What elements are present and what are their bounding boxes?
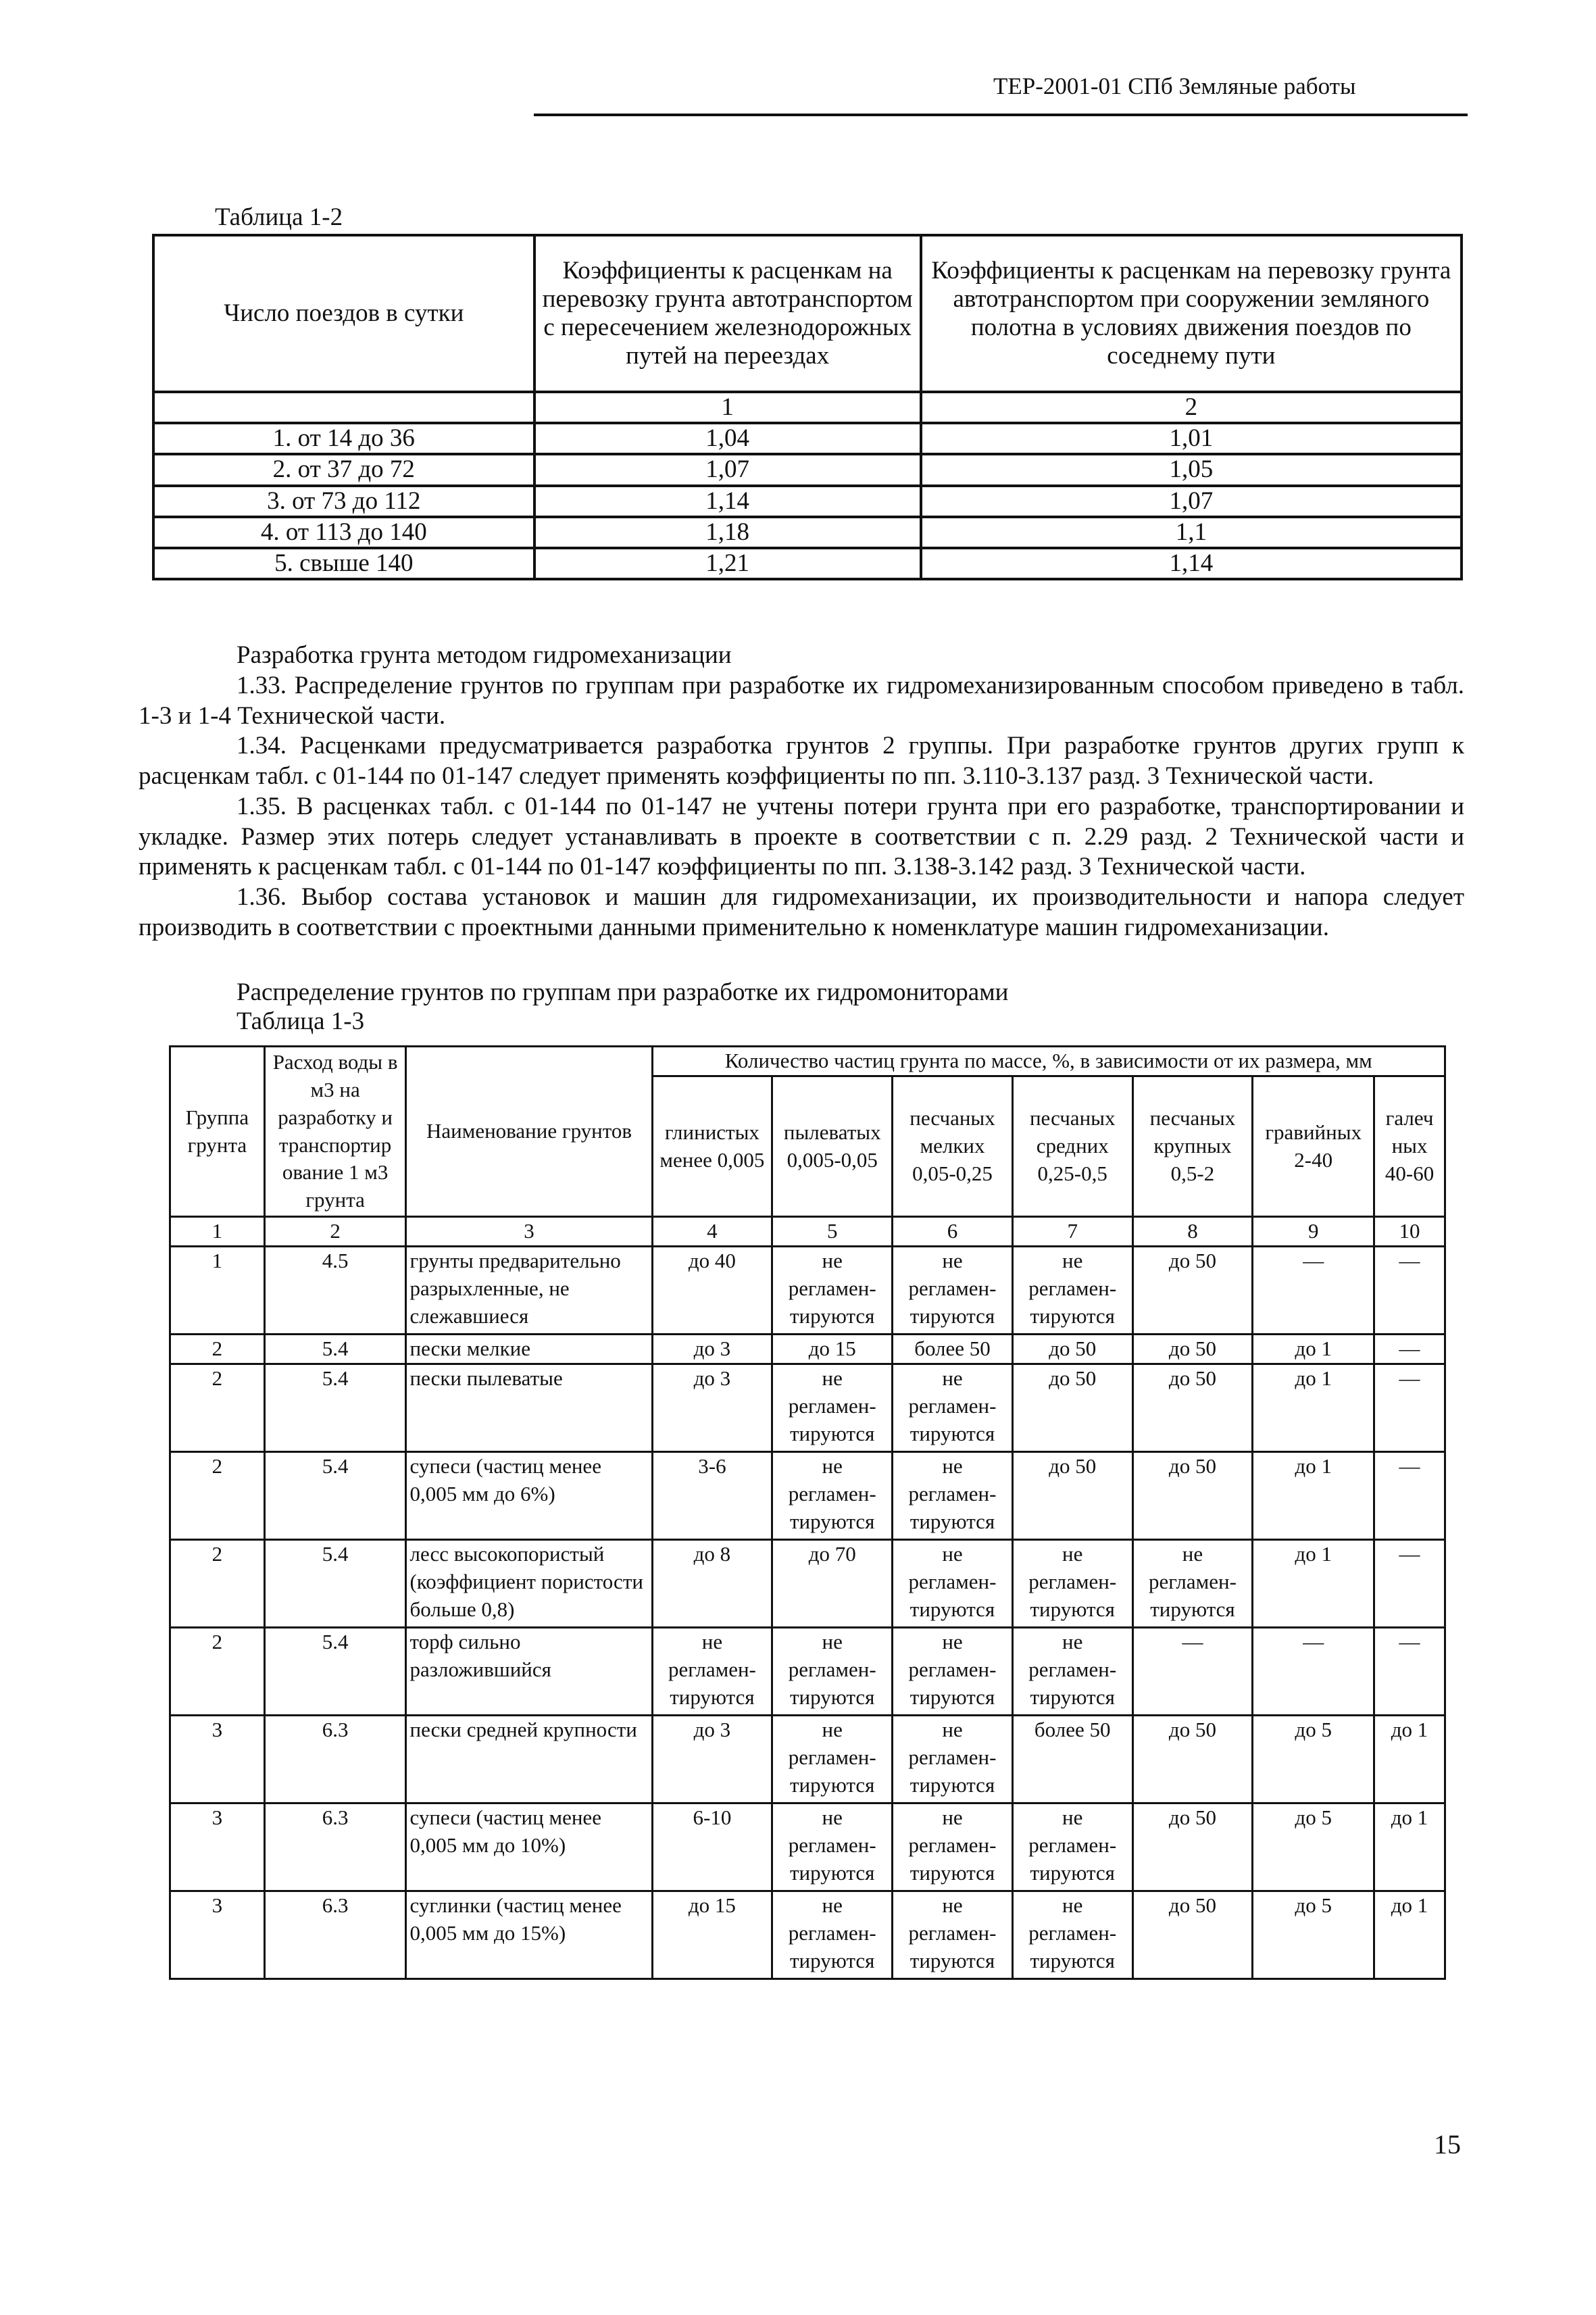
paragraph: 1.33. Распределение грунтов по группам при разработке их гидромеханизированным способом приведено в табл. 1-3 и 1-4 Технической части.: [139, 671, 1464, 730]
cell: до 50: [1012, 1452, 1132, 1540]
cell: не регламен-тируются: [893, 1716, 1013, 1803]
col-number: 4: [652, 1217, 772, 1247]
cell: не регламен-тируются: [1012, 1247, 1132, 1335]
cell: не регламен-тируются: [772, 1247, 893, 1335]
cell: не регламен-тируются: [772, 1628, 893, 1716]
cell: 5.4: [264, 1335, 406, 1364]
subheader: галеч ных 40-60: [1374, 1076, 1445, 1217]
cell: до 1: [1374, 1716, 1445, 1803]
cell: —: [1253, 1247, 1374, 1335]
col-number: 5: [772, 1217, 893, 1247]
cell: не регламен-тируются: [1012, 1628, 1132, 1716]
cell: 1,04: [534, 423, 921, 454]
header-water: Расход воды в м3 на разработку и транспортир ование 1 м3 грунта: [264, 1047, 406, 1217]
cell: —: [1374, 1540, 1445, 1628]
cell: 1,1: [921, 517, 1462, 548]
cell: не регламен-тируются: [1012, 1891, 1132, 1979]
cell: не регламен-тируются: [893, 1803, 1013, 1891]
table-1-3-title: Распределение грунтов по группам при разработке их гидромониторами: [236, 978, 1009, 1006]
header-cell: Число поездов в сутки: [153, 235, 534, 392]
cell: 3-6: [652, 1452, 772, 1540]
cell: до 50: [1132, 1891, 1253, 1979]
table-1-2-caption: Таблица 1-2: [215, 203, 343, 231]
cell: до 1: [1253, 1452, 1374, 1540]
table-row: [170, 1452, 1445, 1540]
cell: до 8: [652, 1540, 772, 1628]
cell: более 50: [893, 1335, 1013, 1364]
cell: до 1: [1253, 1335, 1374, 1364]
cell: 4. от 113 до 140: [153, 517, 534, 548]
cell: не регламен-тируются: [1012, 1540, 1132, 1628]
cell: не регламен-тируются: [893, 1891, 1013, 1979]
cell: 1,07: [534, 454, 921, 485]
cell: до 50: [1132, 1335, 1253, 1364]
cell: пески средней крупности: [406, 1716, 652, 1803]
cell: 1,07: [921, 486, 1462, 517]
cell: до 1: [1253, 1364, 1374, 1452]
cell: —: [1374, 1247, 1445, 1335]
header-cell: Коэффициенты к расценкам на перевозку грунта автотранспортом с пересечением железнодорожных путей на переездах: [534, 235, 921, 392]
cell: до 70: [772, 1540, 893, 1628]
cell: 2: [170, 1540, 265, 1628]
header-cell: Коэффициенты к расценкам на перевозку грунта автотранспортом при сооружении земляного полотна в условиях движения поездов по соседнему пути: [921, 235, 1462, 392]
document-header: ТЕР-2001-01 СПб Земляные работы: [993, 73, 1356, 99]
cell: более 50: [1012, 1716, 1132, 1803]
cell: до 15: [772, 1335, 893, 1364]
header-particles: Количество частиц грунта по массе, %, в зависимости от их размера, мм: [652, 1047, 1445, 1076]
table-row: [170, 1716, 1445, 1803]
table-row: [170, 1335, 1445, 1364]
cell: не регламен-тируются: [1132, 1540, 1253, 1628]
cell: —: [1374, 1364, 1445, 1452]
cell: до 50: [1132, 1247, 1253, 1335]
cell: 4.5: [264, 1247, 406, 1335]
subheader: песчаных крупных 0,5-2: [1132, 1076, 1253, 1217]
col-number: 2: [921, 392, 1462, 423]
cell: лесс высокопористый (коэффициент пористости больше 0,8): [406, 1540, 652, 1628]
cell: не регламен-тируются: [772, 1716, 893, 1803]
cell: 1. от 14 до 36: [153, 423, 534, 454]
cell: до 5: [1253, 1716, 1374, 1803]
table-row: [153, 517, 1462, 548]
section-heading: Разработка грунта методом гидромеханизации: [236, 641, 732, 669]
col-number: 9: [1253, 1217, 1374, 1247]
col-number: 1: [534, 392, 921, 423]
cell: 3: [170, 1891, 265, 1979]
cell: 2: [170, 1364, 265, 1452]
cell: не регламен-тируются: [772, 1452, 893, 1540]
subheader: песчаных мелких 0,05-0,25: [893, 1076, 1013, 1217]
table-row: [170, 1364, 1445, 1452]
cell: не регламен-тируются: [772, 1803, 893, 1891]
cell: 1,14: [921, 548, 1462, 579]
cell: —: [1374, 1452, 1445, 1540]
cell: до 3: [652, 1364, 772, 1452]
table-row: [170, 1891, 1445, 1979]
cell: —: [1374, 1335, 1445, 1364]
cell: не регламен-тируются: [1012, 1803, 1132, 1891]
cell: суглинки (частиц менее 0,005 мм до 15%): [406, 1891, 652, 1979]
cell: не регламен-тируются: [893, 1247, 1013, 1335]
cell: 2: [170, 1335, 265, 1364]
table-1-3: [169, 1045, 1446, 1980]
cell: 6-10: [652, 1803, 772, 1891]
cell: не регламен-тируются: [652, 1628, 772, 1716]
cell: до 50: [1132, 1716, 1253, 1803]
col-number: 1: [170, 1217, 265, 1247]
cell: до 50: [1012, 1364, 1132, 1452]
cell: 5.4: [264, 1628, 406, 1716]
header-name: Наименование грунтов: [406, 1047, 652, 1217]
cell: до 1: [1374, 1891, 1445, 1979]
text-section: [139, 641, 1464, 943]
cell: —: [1374, 1628, 1445, 1716]
cell: —: [1132, 1628, 1253, 1716]
col-number: 2: [264, 1217, 406, 1247]
cell: 5.4: [264, 1364, 406, 1452]
cell: 5.4: [264, 1452, 406, 1540]
table-1-3-caption: Таблица 1-3: [236, 1007, 365, 1035]
cell: 5.4: [264, 1540, 406, 1628]
cell: до 15: [652, 1891, 772, 1979]
table-row: [170, 1803, 1445, 1891]
col-number: 8: [1132, 1217, 1253, 1247]
cell: —: [1253, 1628, 1374, 1716]
cell: 2: [170, 1628, 265, 1716]
subheader: песчаных средних 0,25-0,5: [1012, 1076, 1132, 1217]
cell: 1,18: [534, 517, 921, 548]
cell: до 1: [1253, 1540, 1374, 1628]
paragraph: 1.35. В расценках табл. с 01-144 по 01-147 не учтены потери грунта при его разработке, транспортировании и укладке. Размер этих потерь следует устанавливать в проекте в соответствии с п. 2.29 разд. 2 Технической части и применять к расценкам табл. с 01-144 по 01-147 коэффициенты по пп. 3.138-3.142 разд. 3 Технической части.: [139, 792, 1464, 881]
cell: пески мелкие: [406, 1335, 652, 1364]
col-number: 3: [406, 1217, 652, 1247]
cell: супеси (частиц менее 0,005 мм до 10%): [406, 1803, 652, 1891]
table-1-2: [152, 234, 1463, 580]
cell: 3. от 73 до 112: [153, 486, 534, 517]
cell: до 3: [652, 1716, 772, 1803]
cell: 6.3: [264, 1716, 406, 1803]
cell: 5. свыше 140: [153, 548, 534, 579]
cell: до 3: [652, 1335, 772, 1364]
cell: 1,21: [534, 548, 921, 579]
cell: не регламен-тируются: [772, 1364, 893, 1452]
table-row: [153, 423, 1462, 454]
cell: 6.3: [264, 1891, 406, 1979]
cell: до 5: [1253, 1891, 1374, 1979]
cell: не регламен-тируются: [893, 1452, 1013, 1540]
cell: до 40: [652, 1247, 772, 1335]
subheader: гравийных 2-40: [1253, 1076, 1374, 1217]
cell: не регламен-тируются: [893, 1628, 1013, 1716]
cell: 1: [170, 1247, 265, 1335]
cell: торф сильно разложившийся: [406, 1628, 652, 1716]
col-number: 6: [893, 1217, 1013, 1247]
cell: до 50: [1012, 1335, 1132, 1364]
col-number: 10: [1374, 1217, 1445, 1247]
cell: до 50: [1132, 1364, 1253, 1452]
cell: 3: [170, 1716, 265, 1803]
col-number: [153, 392, 534, 423]
cell: до 1: [1374, 1803, 1445, 1891]
table-row: [170, 1628, 1445, 1716]
cell: до 5: [1253, 1803, 1374, 1891]
header-group: Группа грунта: [170, 1047, 265, 1217]
page-number: 15: [1434, 2129, 1461, 2160]
cell: до 50: [1132, 1452, 1253, 1540]
cell: 2: [170, 1452, 265, 1540]
table-row: [153, 486, 1462, 517]
cell: 3: [170, 1803, 265, 1891]
table-row: [153, 548, 1462, 579]
cell: пески пылеватые: [406, 1364, 652, 1452]
cell: не регламен-тируются: [893, 1364, 1013, 1452]
cell: 6.3: [264, 1803, 406, 1891]
paragraph: 1.36. Выбор состава установок и машин для гидромеханизации, их производительности и напора следует производить в соответствии с проектными данными применительно к номенклатуре машин гидромеханизации.: [139, 883, 1464, 941]
cell: супеси (частиц менее 0,005 мм до 6%): [406, 1452, 652, 1540]
subheader: глинистых менее 0,005: [652, 1076, 772, 1217]
table-row: [153, 454, 1462, 485]
cell: грунты предварительно разрыхленные, не слежавшиеся: [406, 1247, 652, 1335]
table-row: [170, 1540, 1445, 1628]
cell: не регламен-тируются: [772, 1891, 893, 1979]
cell: не регламен-тируются: [893, 1540, 1013, 1628]
cell: 1,05: [921, 454, 1462, 485]
header-rule: [534, 114, 1468, 116]
table-row: [170, 1247, 1445, 1335]
cell: 1,14: [534, 486, 921, 517]
subheader: пылеватых 0,005-0,05: [772, 1076, 893, 1217]
cell: 1,01: [921, 423, 1462, 454]
cell: до 50: [1132, 1803, 1253, 1891]
paragraph: 1.34. Расценками предусматривается разработка грунтов 2 группы. При разработке грунтов других групп к расценкам табл. с 01-144 по 01-147 следует применять коэффициенты по пп. 3.110-3.137 разд. 3 Технической части.: [139, 732, 1464, 791]
cell: 2. от 37 до 72: [153, 454, 534, 485]
col-number: 7: [1012, 1217, 1132, 1247]
